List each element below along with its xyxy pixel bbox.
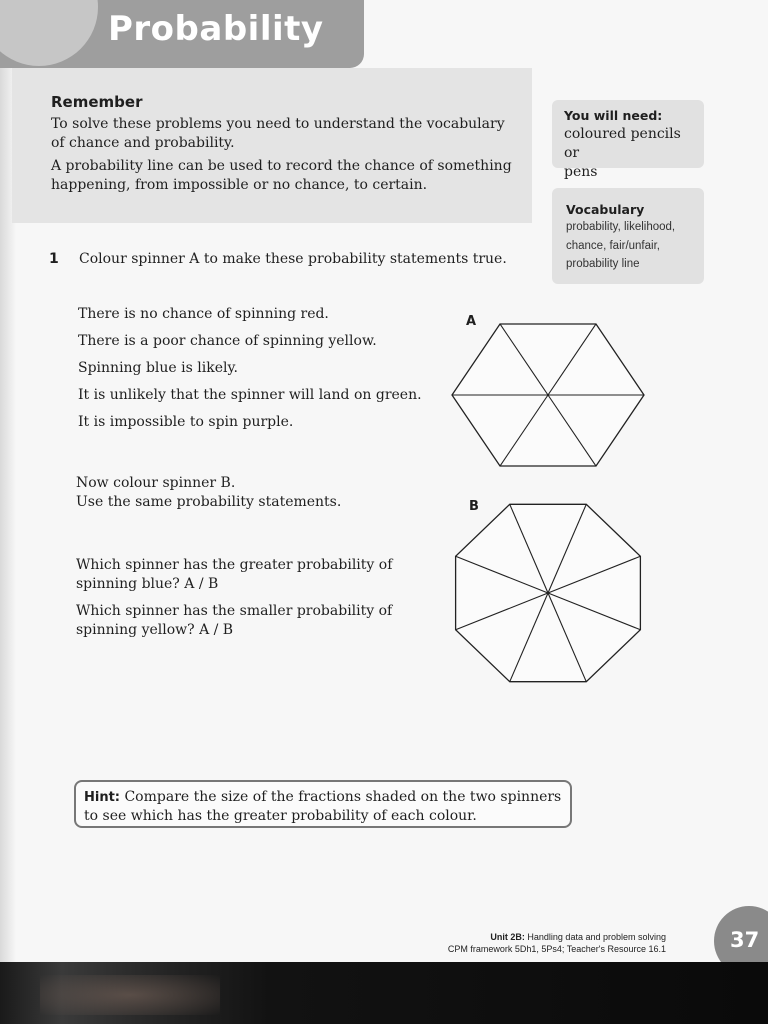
question-instruction: Colour spinner A to make these probability statements true. bbox=[79, 251, 507, 267]
vocabulary-line: probability line bbox=[566, 258, 640, 270]
statement-2: There is a poor chance of spinning yellow. bbox=[78, 333, 377, 349]
remember-paragraph-2 bbox=[51, 157, 521, 195]
vocabulary-box bbox=[552, 188, 704, 284]
instruction-line: Now colour spinner B. bbox=[76, 475, 236, 491]
question-number: 1 bbox=[49, 251, 59, 267]
spinner-b-label: B bbox=[469, 499, 479, 514]
spinner-b[interactable] bbox=[446, 496, 650, 690]
hint-line: Compare the size of the fractions shaded on the two spinners bbox=[124, 789, 562, 805]
question-smaller-yellow bbox=[76, 602, 416, 640]
hint-line: to see which has the greater probability of each colour. bbox=[84, 808, 477, 824]
statement-1: There is no chance of spinning red. bbox=[78, 306, 329, 322]
remember-line: A probability line can be used to record the chance of something bbox=[51, 158, 512, 174]
you-will-need-box bbox=[552, 100, 704, 180]
scan-edge-blur bbox=[40, 975, 220, 1015]
you-will-need-line: coloured pencils or bbox=[564, 126, 681, 161]
footer-unit-text: Handling data and problem solving bbox=[527, 932, 666, 942]
page-footer bbox=[448, 931, 666, 955]
remember-line: To solve these problems you need to understand the vocabulary bbox=[51, 116, 505, 132]
remember-line: happening, from impossible or no chance, to certain. bbox=[51, 177, 428, 193]
remember-line: of chance and probability. bbox=[51, 135, 235, 151]
statement-3: Spinning blue is likely. bbox=[78, 360, 238, 376]
vocabulary-heading: Vocabulary bbox=[566, 202, 645, 217]
statement-5: It is impossible to spin purple. bbox=[78, 414, 294, 430]
you-will-need-heading: You will need: bbox=[564, 108, 663, 123]
statement-4: It is unlikely that the spinner will land on green. bbox=[78, 387, 422, 403]
page-number: 37 bbox=[730, 928, 760, 952]
vocabulary-line: probability, likelihood, bbox=[566, 221, 676, 233]
question-line: spinning blue? A / B bbox=[76, 576, 219, 592]
hint-box bbox=[74, 780, 572, 828]
remember-paragraph-1 bbox=[51, 115, 521, 153]
footer-unit-label: Unit 2B: bbox=[490, 932, 525, 942]
question-line: spinning yellow? A / B bbox=[76, 622, 234, 638]
question-line: Which spinner has the greater probability of bbox=[76, 557, 393, 573]
page-title: Probability bbox=[108, 9, 324, 49]
footer-framework: CPM framework 5Dh1, 5Ps4; Teacher's Resource 16.1 bbox=[447, 944, 666, 954]
hint-label: Hint: bbox=[84, 790, 121, 805]
question-greater-blue bbox=[76, 556, 416, 594]
spinner-b-instruction bbox=[76, 474, 416, 512]
remember-heading: Remember bbox=[51, 93, 143, 111]
vocabulary-line: chance, fair/unfair, bbox=[566, 239, 660, 252]
question-line: Which spinner has the smaller probability of bbox=[76, 603, 393, 619]
spinner-a[interactable] bbox=[448, 310, 648, 480]
you-will-need-line: pens bbox=[564, 164, 598, 180]
spinner-a-label: A bbox=[466, 314, 477, 329]
instruction-line: Use the same probability statements. bbox=[76, 494, 342, 510]
